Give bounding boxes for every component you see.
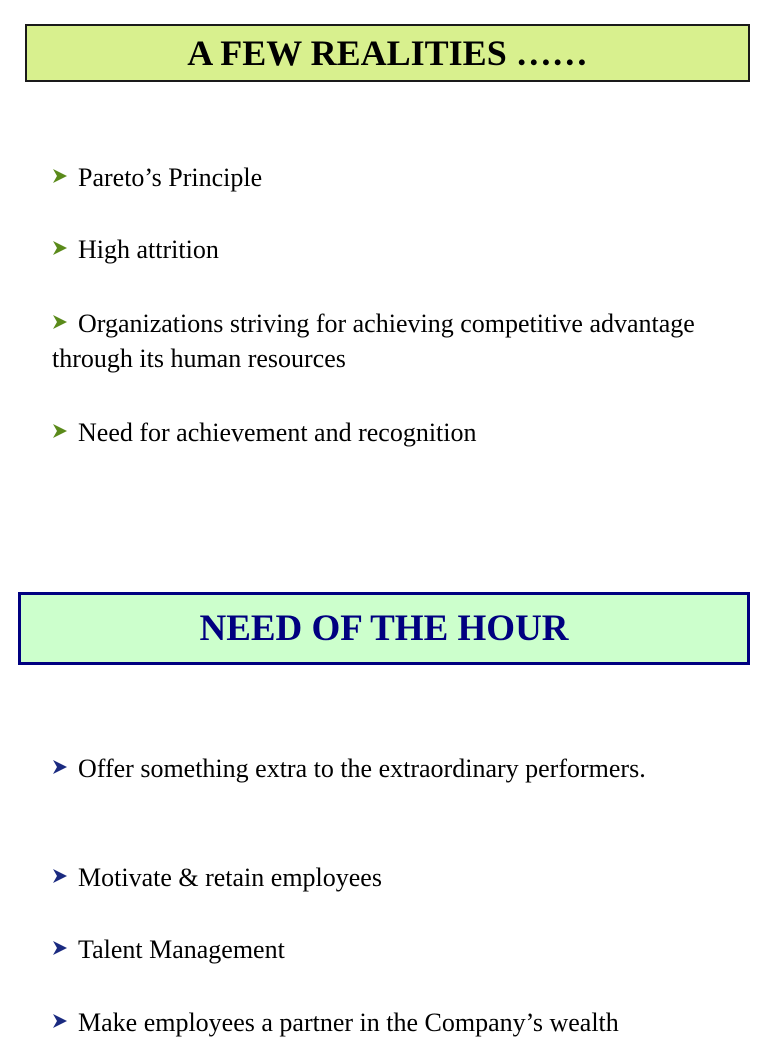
list-item bbox=[52, 1005, 732, 1040]
list-item-text: Organizations striving for achieving competitive advantage through its human resources bbox=[52, 309, 695, 373]
arrowhead-right-icon bbox=[52, 1013, 68, 1029]
list-item bbox=[52, 415, 732, 450]
list-item-text: Need for achievement and recognition bbox=[78, 418, 477, 447]
list-item bbox=[52, 160, 732, 195]
section-header-need-of-hour: NEED OF THE HOUR bbox=[18, 592, 750, 665]
list-item bbox=[52, 860, 732, 895]
arrowhead-right-icon bbox=[52, 314, 68, 330]
list-item-text: Make employees a partner in the Company’s wealth bbox=[78, 1008, 619, 1037]
list-item-text: Motivate & retain employees bbox=[78, 863, 382, 892]
list-item bbox=[52, 751, 732, 786]
list-item-text: High attrition bbox=[78, 235, 219, 264]
arrowhead-right-icon bbox=[52, 423, 68, 439]
arrowhead-right-icon bbox=[52, 240, 68, 256]
list-item bbox=[52, 932, 732, 967]
list-item-text: Talent Management bbox=[78, 935, 285, 964]
list-item bbox=[52, 232, 732, 267]
arrowhead-right-icon bbox=[52, 868, 68, 884]
arrowhead-right-icon bbox=[52, 940, 68, 956]
list-item-text: Offer something extra to the extraordinary performers. bbox=[78, 754, 646, 783]
section-header-realities: A FEW REALITIES …… bbox=[25, 24, 750, 82]
list-item bbox=[52, 306, 732, 376]
arrowhead-right-icon bbox=[52, 168, 68, 184]
arrowhead-right-icon bbox=[52, 759, 68, 775]
list-item-text: Pareto’s Principle bbox=[78, 163, 263, 192]
